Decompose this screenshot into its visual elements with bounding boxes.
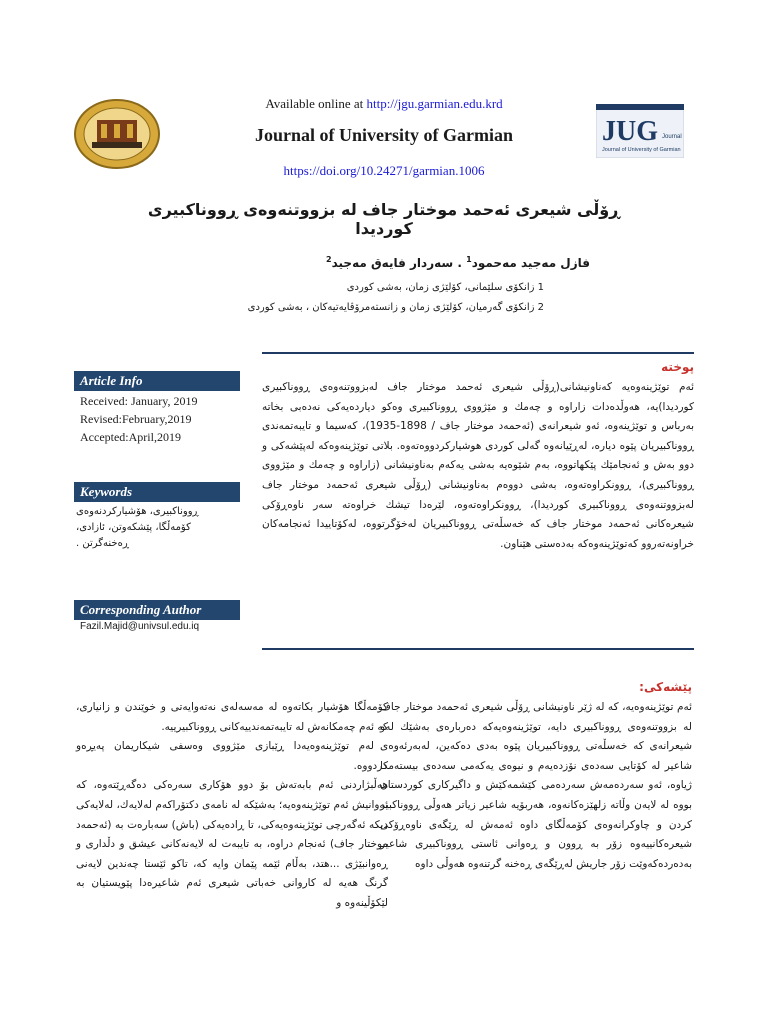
author-separator: . [453, 256, 467, 270]
abstract-bottom-rule [262, 648, 694, 650]
keywords-list: ڕووناكبیری، هۆشیاركردنەوەی كۆمەڵگا، پێشكەوتن، ئازادی، ڕەخنەگرتن . [76, 506, 199, 549]
affiliation-2: 2 زانكۆی گەرمیان، كۆلێژی زمان و زانستەمرۆڤایەتیەكان ، بەشی كوردی [247, 302, 544, 313]
abstract-body: ئەم توێژینەوەیە كەناونیشانی(ڕۆڵی شیعری ئەحمد موختار جاف لەبزووتنەوەی ڕووناكبیری كوردیدا)یە، هەوڵدەدات زاراوە و چەمك و مێژووی ڕووناكبیری وەكو دیاردەیەكی نەدەبی بخاتە بەرباس و توێژینەوە، ئەو شیعرانەی (ئەحمەد موختار جاف / 1898-1935)، كەسیما و تایبەتمەندی ڕووناكبیریان پێوە دیارە، لەڕێیانەوە گەلی كوردی هوشیاركردووەتەوە. بلاتی توێژینەوەكە لەپێشەكی و دوو بەش و ئەنجامێك پێكهاتووە، بەم شێوەیە بەشی یەكەم بەناونیشانی (زاراوە و چەمك و مێژووی ڕووناكبیری)، ڕوونكراوەتەوە، بەشی دووەم بەناونیشانی (ڕۆڵی شیعری ئەحمەد موختار جاف لەبزووتنەوەی ڕووناكبیری كوردیدا)، ڕوونكراوەتەوە، لێرەدا تیشك خراوەتە سەر ناوەڕۆكی شیعرەكانی ئەحمەد موختار جاف كە خەسڵەتی ڕووناكبیریان لەخۆگرتووە، لەكۆتاییدا ئەنجامەكان خراونەتەروو كەتوێژینەوەكە بەدەستی هێناون. [262, 381, 694, 550]
abstract-top-rule [262, 352, 694, 354]
paragraph: كۆمەڵگا هۆشیار بكاتەوە لە مەسەلەی نەتەوایەتی و خوێندن و زانیاری، كە ئەم چەمكانەش لە تایبەتمەندییەكانی ڕووناكبیرییە. [76, 701, 388, 733]
introduction-heading: :پێشەكی [639, 680, 692, 694]
article-info-heading: Article Info [74, 371, 240, 391]
accepted-date: Accepted:April,2019 [80, 430, 181, 444]
jug-logo-caption: Journal of University of Garmian [602, 147, 681, 153]
author-2: سەردار فایەق مەجید [331, 256, 454, 270]
author-email: Fazil.Majid@univsul.edu.iq [80, 621, 200, 632]
received-date: Received: January, 2019 [80, 394, 198, 408]
doi-link[interactable]: https://doi.org/10.24271/garmian.1006 [283, 163, 485, 178]
jug-logo [596, 104, 684, 158]
article-title: ڕۆڵی شیعری ئەحمد موختار جاف لە بزووتنەوەی ڕووناكبیری كوردیدا [147, 200, 621, 238]
paragraph: هەڵبژاردنی ئەم بابەتەش بۆ دوو هۆكاری سەرەكی دەگەڕێتەوە، كە ئەوانیش ئەم توێژینەوەیە؛ بەشێكە لە نامەی دكتۆراكەم لەلایەك، لەلایەكی دیكە ئەگەرچی توێژینەوەیەكی، تا ڕادەیەكی (باش) سەبارەت بە (ئەحمەد موختار جاف) ئەنجام دراوە، بە تایبەت لە لایەنەكانی عیشق و دڵداری و ڕەوانبێژی ...هتد، بەڵام ئێمە پێمان وایە كە، تاكو ئێستا چەندین لایەنی گرنگ هەیە لە كاروانی خەباتی شیعری ئەم شاعیرەدا پێویستیان بە لێكۆڵینەوە و [76, 779, 388, 909]
paragraph: لەم توێژینەوەیەدا ڕێبازی مێژووی وەسفی شیكاریمان پەیڕەو كردووە. [76, 740, 388, 772]
revised-date: Revised:February,2019 [80, 412, 192, 426]
paragraph: ئەم توێژینەوەیە، كە لە ژێر ناونیشانی ڕۆڵی شیعری ئەحمەد موختار جاف لە بزووتنەوەی ڕووناكبیری دایە، توێژینەوەیەكە دەربارەی بەشێك لەو شیعرانەی كە خەسڵەتی ڕووناكبیریان پێوە بەدی دەكەین، لەبەرئەوەی شاعیر لە كۆتایی سەدەی نۆزدەیەم و نیوەی یەكەمی سەدەی بیستەمدا ژیاوە، ئەو سەردەمەش سەردەمی كێشمەكێش و داگیركاری كوردستان بووە لە لایەن وڵاتە زلهێزەكانەوە، هەربۆیە شاعیر زیاتر هەوڵی ڕووناكبیر كردن و چاوكرانەوەی كۆمەڵگای داوە ئەمەش لە ڕێگەی ناوەڕۆكی شیعرەكانییەوە زۆر بە ڕوون و ڕەوانی ئاستی ڕووناكبیری شاعیر بەدەردەكەوێت زۆر جاریش لەڕێگەی ڕەخنە گرتنەوە هەوڵی داوە [380, 701, 692, 870]
journal-title: Journal of University of Garmian [255, 125, 513, 145]
abstract-heading: پوختە [661, 360, 694, 374]
body-column-left [76, 698, 388, 914]
jug-logo-sub: Journal [662, 134, 682, 140]
doi [0, 163, 768, 179]
author-1-sup: 1 [466, 255, 472, 264]
corresponding-author-heading: Corresponding Author [74, 600, 240, 620]
author-2-sup: 2 [326, 255, 332, 264]
author-1: فازل مەجید مەحمود [471, 256, 590, 270]
body-column-right [380, 698, 692, 874]
available-online: Available online at http://jgu.garmian.edu.krd [265, 96, 503, 111]
affiliation-1: 1 زانكۆی سلێمانی، كۆلێژی زمان، بەشی كوردی [346, 282, 544, 293]
journal-url-link[interactable]: http://jgu.garmian.edu.krd [366, 96, 503, 111]
keywords-heading: Keywords [74, 482, 240, 502]
authors [200, 255, 590, 270]
jug-logo-text: JUG [602, 116, 658, 147]
